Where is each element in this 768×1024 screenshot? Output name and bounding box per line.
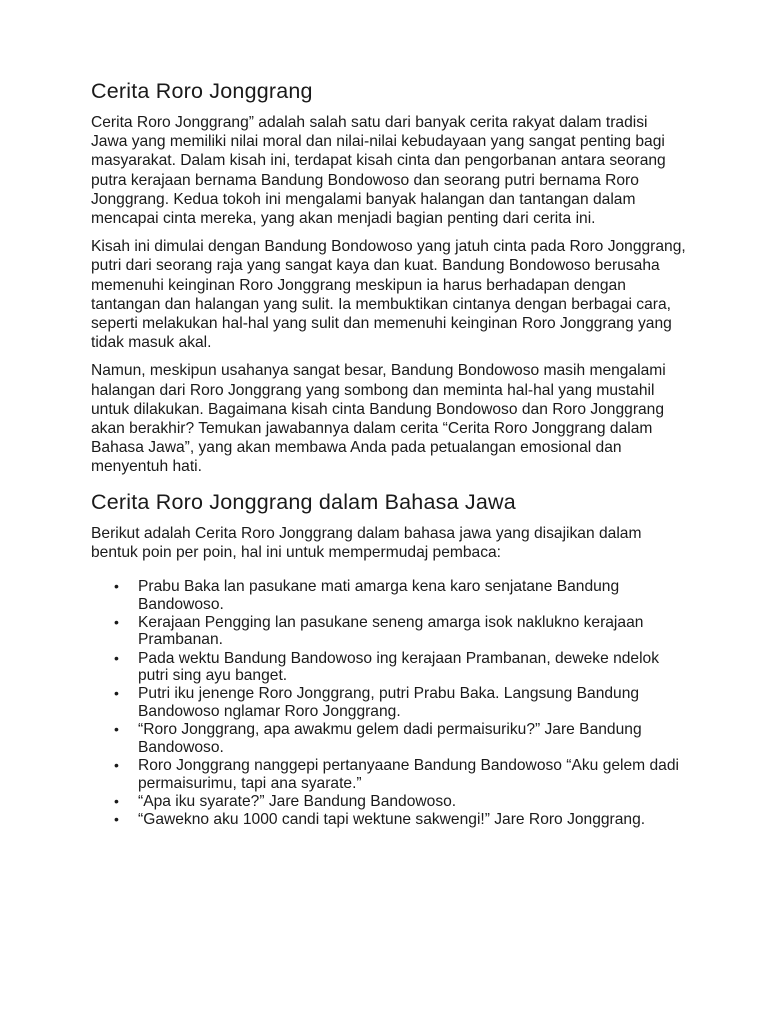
- list-item-text: Roro Jonggrang nanggepi pertanyaane Bandung Bandowoso “Aku gelem dadi permaisurimu, tapi ana syarate.”: [138, 756, 679, 792]
- list-item: [91, 811, 688, 829]
- bullet-icon: •: [114, 756, 119, 773]
- list-item-text: Kerajaan Pengging lan pasukane seneng amarga isok naklukno kerajaan Prambanan.: [138, 613, 644, 649]
- list-item: [91, 650, 688, 685]
- section2-intro: Berikut adalah Cerita Roro Jonggrang dalam bahasa jawa yang disajikan dalam bentuk poin per poin, hal ini untuk mempermudaj pembaca:: [91, 524, 642, 561]
- list-item-text: Prabu Baka lan pasukane mati amarga kena karo senjatane Bandung Bandowoso.: [138, 578, 620, 613]
- bullet-icon: •: [114, 613, 119, 630]
- list-item: [91, 578, 688, 613]
- list-item: [91, 721, 688, 756]
- bullet-icon: •: [114, 578, 119, 595]
- story-points-list: [91, 578, 688, 828]
- list-item-text: “Gawekno aku 1000 candi tapi wektune sakwengi!” Jare Roro Jonggrang.: [138, 810, 646, 828]
- paragraph-2: Kisah ini dimulai dengan Bandung Bondowoso yang jatuh cinta pada Roro Jonggrang, putri dari seorang raja yang sangat kaya dan kuat. Bandung Bondowoso berusaha memenuhi keinginan Roro Jonggrang meskipun ia harus berhadapan dengan tantangan dan halangan yang sulit. Ia membuktikan cintanya dengan berbagai cara, seperti melakukan hal-hal yang sulit dan memenuhi keinginan Roro Jonggrang yang tidak masuk akal.: [91, 238, 686, 352]
- list-item: [91, 614, 688, 649]
- section-title-cerita: Cerita Roro Jonggrang: [91, 79, 313, 103]
- list-item: [91, 793, 688, 811]
- list-item-text: Putri iku jenenge Roro Jonggrang, putri Prabu Baka. Langsung Bandung Bandowoso nglamar Roro Jonggrang.: [138, 685, 640, 720]
- section-title-bahasa-jawa: Cerita Roro Jonggrang dalam Bahasa Jawa: [91, 489, 516, 514]
- bullet-icon: •: [114, 721, 119, 738]
- list-item-text: “Roro Jonggrang, apa awakmu gelem dadi permaisuriku?” Jare Bandung Bandowoso.: [138, 721, 642, 756]
- bullet-icon: •: [114, 810, 119, 827]
- bullet-icon: •: [114, 649, 119, 666]
- list-item-text: “Apa iku syarate?” Jare Bandung Bandowoso.: [138, 792, 457, 810]
- list-item: [91, 685, 688, 720]
- list-item-text: Pada wektu Bandung Bandowoso ing kerajaan Prambanan, deweke ndelok putri sing ayu banget.: [138, 649, 660, 685]
- bullet-icon: •: [114, 792, 119, 809]
- list-item: [91, 757, 688, 792]
- paragraph-1: Cerita Roro Jonggrang” adalah salah satu dari banyak cerita rakyat dalam tradisi Jawa yang memiliki nilai moral dan nilai-nilai kebudayaan yang sangat penting bagi masyarakat. Dalam kisah ini, terdapat kisah cinta dan pengorbanan antara seorang putra kerajaan bernama Bandung Bondowoso dan seorang putri bernama Roro Jonggrang. Kedua tokoh ini mengalami banyak halangan dan tantangan dalam mencapai cinta mereka, yang akan menjadi bagian penting dari cerita ini.: [91, 114, 666, 228]
- bullet-icon: •: [114, 685, 119, 702]
- paragraph-3: Namun, meskipun usahanya sangat besar, Bandung Bondowoso masih mengalami halangan dari Roro Jonggrang yang sombong dan meminta hal-hal yang mustahil untuk dilakukan. Bagaimana kisah cinta Bandung Bondowoso dan Roro Jonggrang akan berakhir? Temukan jawabannya dalam cerita “Cerita Roro Jonggrang dalam Bahasa Jawa”, yang akan membawa Anda pada petualangan emosional dan menyentuh hati.: [91, 362, 666, 476]
